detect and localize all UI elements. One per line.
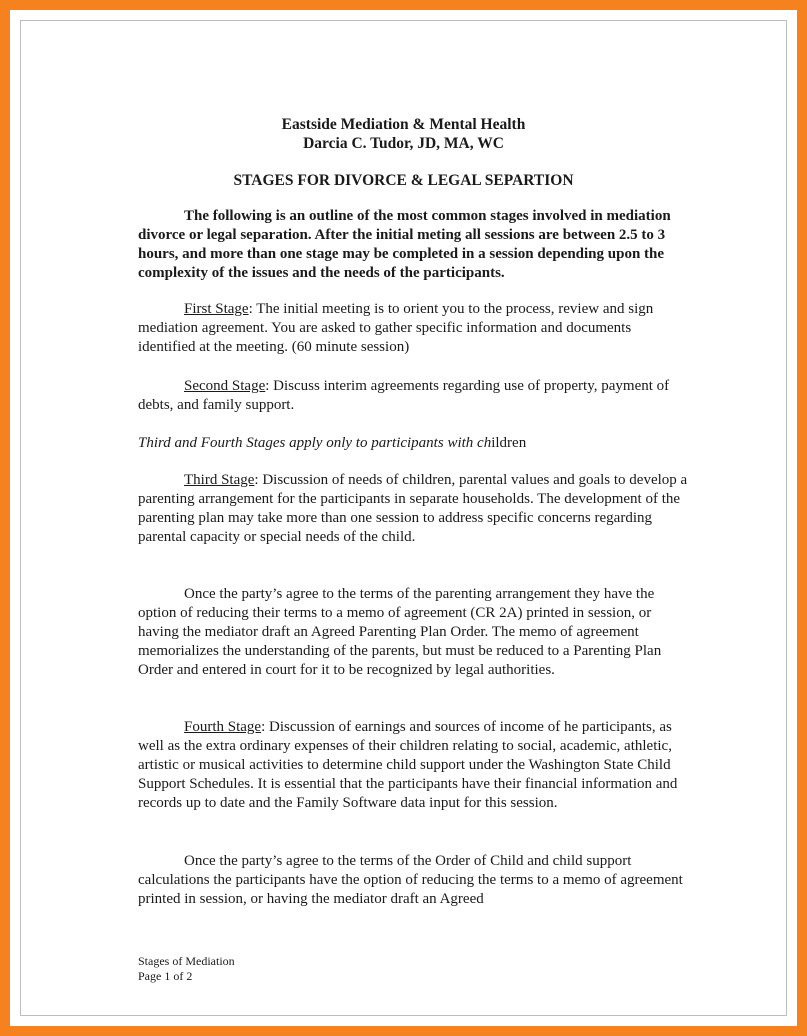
third-stage-label: Third Stage [184,472,255,488]
third-stage-paragraph [138,471,688,547]
first-stage-paragraph [138,300,688,357]
organization-name: Eastside Mediation & Mental Health [281,116,526,133]
children-note [138,434,688,453]
parenting-agreement-paragraph: Once the party’s agree to the terms of the parenting arrangement they have the option of reducing their terms to a memo of agreement (CR 2A) printed in session, or having the mediator draft an Agreed Parenting Plan Order. The memo of agreement memorializes the understanding of the parents, but must be reduced to a Parenting Plan Order and entered in court for it to be recognized by legal authorities. [138,586,662,678]
third-stage-text: : Discussion of needs of children, parental values and goals to develop a parenting arrangement for the participants in separate households. The development of the parenting plan may take more than one session to address specific concerns regarding parental capacity or special needs of the child. [138,472,688,545]
fourth-stage-paragraph [138,718,688,813]
first-stage-text: : The initial meeting is to orient you to the process, review and sign mediation agreement. You are asked to gather specific information and documents identified at the meeting. (60 minute session) [138,301,654,355]
footer-document-name: Stages of Mediation [138,954,235,968]
first-stage-label: First Stage [184,301,249,317]
second-stage-paragraph [138,377,688,415]
author-name: Darcia C. Tudor, JD, MA, WC [303,135,504,152]
document-title: STAGES FOR DIVORCE & LEGAL SEPARTION [233,172,574,189]
fourth-stage-text: : Discussion of earnings and sources of income of he participants, as well as the extra ordinary expenses of their children relating to social, academic, athletic, artistic or musical activities to determine child support under the Washington State Child Support Schedules. It is essential that the participants have their financial information and records up to date and the Family Software data input for this session. [138,719,678,811]
page-footer [138,954,235,984]
footer-page-number: Page 1 of 2 [138,969,193,983]
second-stage-label: Second Stage [184,378,266,394]
child-support-paragraph: Once the party’s agree to the terms of the Order of Child and child support calculations the participants have the option of reducing the terms to a memo of agreement printed in session, or having the mediator draft an Agreed [138,853,683,907]
letterhead [10,115,797,153]
children-note-tail: ildren [491,435,527,451]
fourth-stage-label: Fourth Stage [184,719,262,735]
intro-paragraph: The following is an outline of the most common stages involved in mediation divorce or legal separation. After the initial meting all sessions are between 2.5 to 3 hours, and more than one stage may be completed in a session depending upon the complexity of the issues and the needs of the participants. [138,208,671,281]
second-stage-text: : Discuss interim agreements regarding use of property, payment of debts, and family support. [138,378,670,413]
children-note-italic: Third and Fourth Stages apply only to participants with ch [138,435,492,451]
